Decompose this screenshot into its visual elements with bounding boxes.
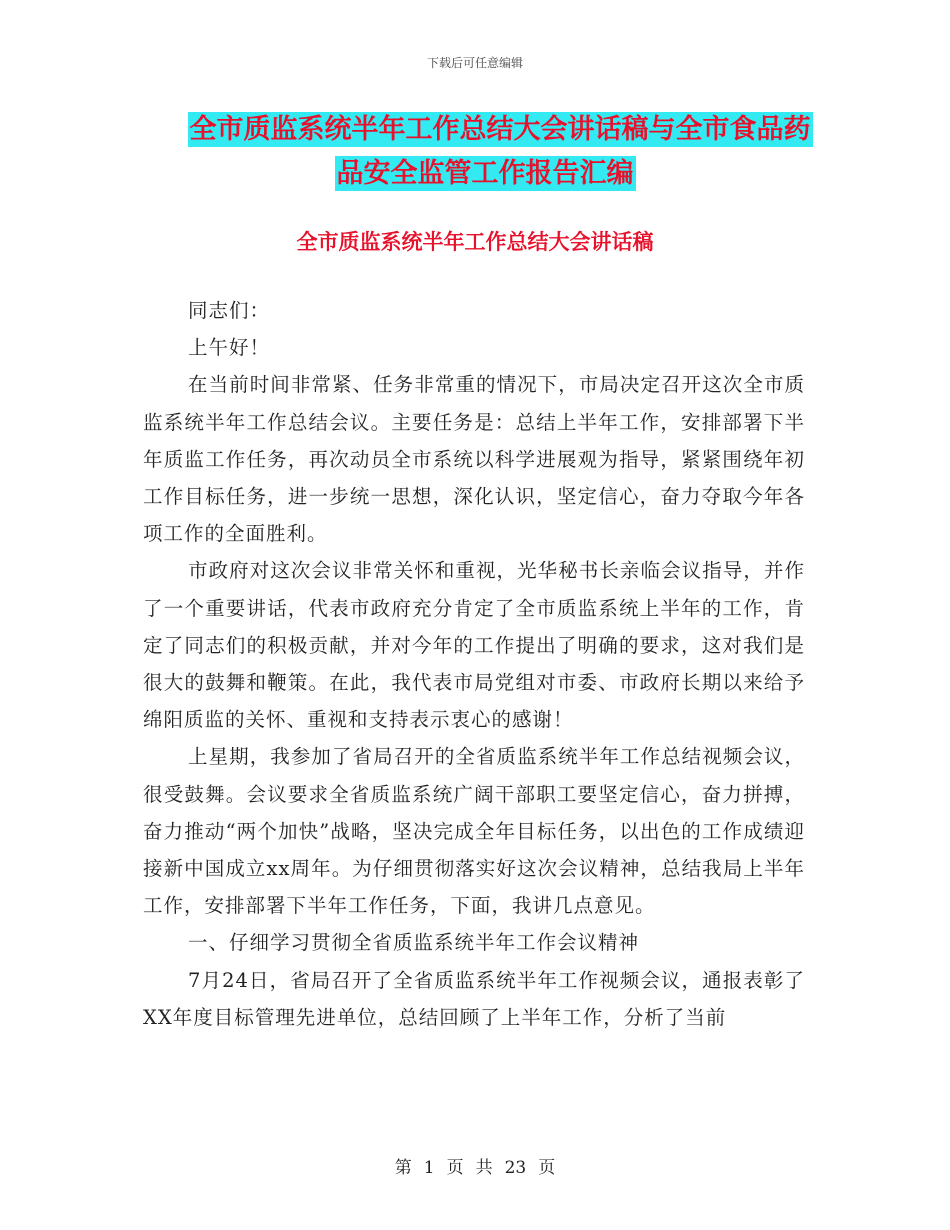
paragraph: 市政府对这次会议非常关怀和重视，光华秘书长亲临会议指导，并作了一个重要讲话，代表市政府充分肯定了全市质监系统上半年的工作，肯定了同志们的积极贡献，并对今年的工作提出了明确的要求，这对我们是很大的鼓舞和鞭策。在此，我代表市局党组对市委、市政府长期以来给予绵阳质监的关怀、重视和支持表示衷心的感谢！: [143, 559, 805, 732]
main-title-line-1: 全市质监系统半年工作总结大会讲话稿与全市食品药: [189, 114, 811, 145]
footer-page-word: 页: [446, 1158, 464, 1178]
paragraph: 在当前时间非常紧、任务非常重的情况下，市局决定召开这次全市质监系统半年工作总结会议。主要任务是：总结上半年工作，安排部署下半年质监工作任务，再次动员全市系统以科学进展观为指导，紧紧围绕年初工作目标任务，进一步统一思想，深化认识，坚定信心，奋力夺取今年各项工作的全面胜利。: [143, 373, 805, 546]
header-note: 下载后可任意编辑: [426, 56, 523, 70]
section-heading: 一、仔细学习贯彻全省质监系统半年工作会议精神: [188, 931, 640, 955]
paragraph-greeting: 上午好！: [188, 336, 271, 360]
total-pages: 23: [504, 1158, 527, 1178]
footer-suffix: 页: [538, 1158, 556, 1178]
document-body: [143, 292, 805, 1036]
paragraph: 上星期，我参加了省局召开的全省质监系统半年工作总结视频会议，很受鼓舞。会议要求全省质监系统广阔干部职工要坚定信心，奋力拼搏，奋力推动“两个加快”战略，坚决完成全年目标任务，以出色的工作成绩迎接新中国成立xx周年。为仔细贯彻落实好这次会议精神，总结我局上半年工作，安排部署下半年工作任务，下面，我讲几点意见。: [143, 745, 805, 918]
footer-total-word: 共: [475, 1158, 493, 1178]
main-title-line-2: 品安全监管工作报告汇编: [336, 158, 634, 189]
footer-prefix: 第: [394, 1158, 412, 1178]
paragraph-salutation: 同志们：: [188, 299, 271, 322]
page-footer: [0, 1153, 950, 1178]
section-title: 全市质监系统半年工作总结大会讲话稿: [296, 230, 654, 254]
page-number: 1: [423, 1158, 435, 1178]
paragraph: 7月24日，省局召开了全省质监系统半年工作视频会议，通报表彰了XX年度目标管理先进单位，总结回顾了上半年工作，分析了当前: [143, 968, 805, 1029]
document-main-title: [140, 108, 830, 196]
